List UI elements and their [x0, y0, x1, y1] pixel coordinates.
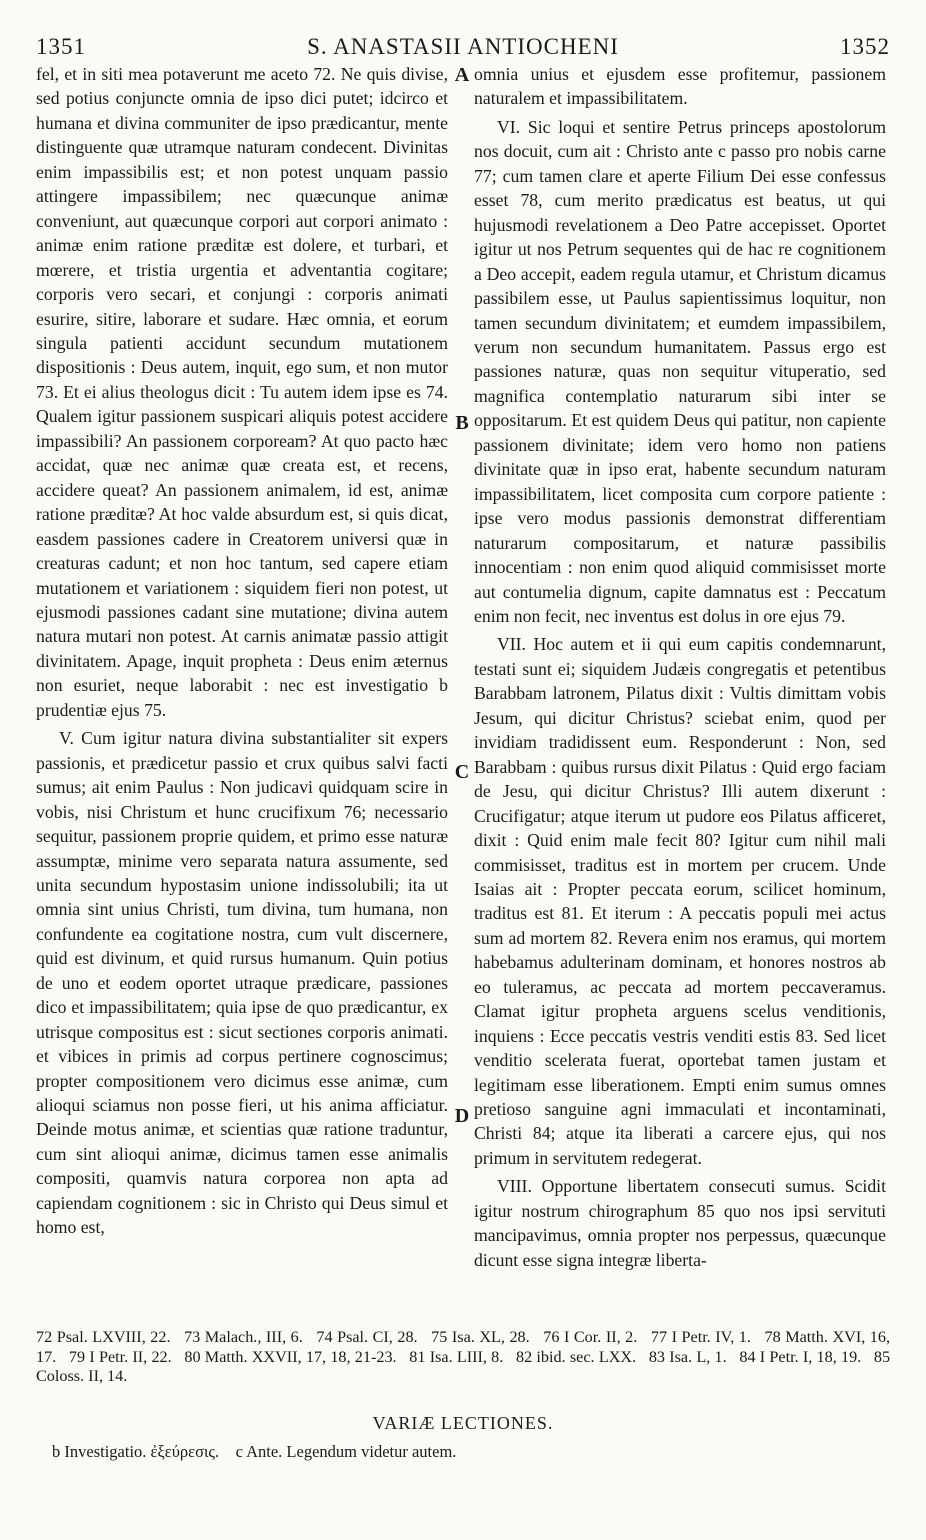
variae-lectiones-heading: VARIÆ LECTIONES.	[372, 1413, 554, 1433]
margin-marker-a: A	[454, 64, 470, 86]
margin-marker-d: D	[454, 1105, 470, 1127]
margin-marker-c: C	[454, 761, 470, 783]
page-number-right: 1352	[840, 34, 890, 59]
footnote: 79 I Petr. II, 22.	[68, 1347, 172, 1366]
footnote: 73 Malach., III, 6.	[184, 1328, 303, 1346]
right-paragraph-4: VIII. Opportune libertatem consecuti sumus. Scidit igitur nostrum chirographum 85 quo nos ipsi servituti mancipavimus, omnia propter nos perpessus, quæcunque dicunt esse signa integræ liberta-	[474, 1176, 886, 1270]
page-number-left: 1351	[36, 34, 86, 59]
margin-marker-b: B	[455, 412, 469, 434]
running-title: S. ANASTASII ANTIOCHENI	[307, 34, 619, 59]
footnote: 77 I Petr. IV, 1.	[650, 1328, 751, 1346]
variant-note-c: c Ante. Legendum videtur autem.	[235, 1442, 457, 1461]
footnote: 80 Matth. XXVII, 17, 18, 21-23.	[184, 1347, 397, 1366]
right-paragraph-3: VII. Hoc autem et ii qui eum capitis condemnarunt, testati sunt ei; siquidem Judæis congregatis et petentibus Barabbam latronem, Pilatus dixit : Vultis dimittam vobis Jesum, qui dicitur Christus? sciebat enim, quod per invidiam tradidissent eum. Responderunt : Non, sed Barabbam : quibus rursus dixit Pilatus : Quid ergo faciam de Jesu, qui dicitur Christus? Illi autem dixerunt : Crucifigatur; atque iterum ut pudore eos Pilatus afficeret, dixit : Quid enim male fecit 80? Igitur cum nihil mali commisisset, traditus est in mortem per crucem. Unde Isaias ait : Propter peccata eorum, scilicet hominum, traditus est 81. Et iterum : A peccatis populi mei actus sum ad mortem 82. Revera enim nos eramus, qui mortem habebamus adulterinam dominam, et honores nostros ab eo tuleramus, ac peccata ad mortem peccaveramus. Clamat igitur propheta arguens scelus venditionis, inquiens : Ecce peccatis vestris venditi estis 83. Sed licet venditio scelerata fuerat, oportebat tamen justam et legitimam esse liberationem. Empti enim sumus omnes pretioso sanguine agni immaculati et incontaminati, Christi 84; atque ita liberati a carcere ejus, qui nos primum in servitutem redegerat.	[474, 634, 886, 1168]
left-paragraph-1: fel, et in siti mea potaverunt me aceto 72. Ne quis divise, sed potius conjuncte omnia de ipso dici putet; idcirco et humana et divina communiter de ipso prædicantur, mente distinguente quæ utramque naturam condecent. Divinitas enim impassibilis est; et non potest unquam passio attingere impassibilem; nec quæcunque animæ conveniunt, aut quæcunque corpori aut corpori animato : animæ enim ratione præditæ est dolere, et turbari, et mœrere, et tristia urgentia et adventantia cogitare; corporis vero secari, et conjungi : corporis animati esurire, sitire, laborare et sudare. Hæc omnia, et eorum singula patienti accidunt secundum mutationem dispositionis : Deus autem, inquit, ego sum, et non mutor 73. Et ei alius theologus dicit : Tu autem idem ipse es 74. Qualem igitur passionem suspicari aliquis potest accidere impassibili? An passionem corpoream? At quo pacto hæc accidat, quæ nec animæ quæ creata est, et recens, accidere queat? An passionem animalem, id est, animæ ratione præditæ? At hoc valde absurdum est, si quis dicat, easdem passiones cadere in Creatorem universi quæ in creaturas cadunt; et non hoc tantum, sed capere etiam mutationem et variationem : siquidem fieri non potest, ut ejusmodi passiones cadant sine mutatione; divina autem natura mutari non potest. At carnis animatæ passio attigit divinitatem. Apage, inquit propheta : Deus enim æternus non esuriet, neque laborabit : nec est investigatio b prudentiæ ejus 75.	[36, 64, 448, 720]
footnote: 83 Isa. L, 1.	[648, 1347, 727, 1366]
footnote: 81 Isa. LIII, 8.	[409, 1347, 504, 1366]
footnote: 82 ibid. sec. LXX.	[516, 1347, 637, 1366]
footnote: 75 Isa. XL, 28.	[431, 1328, 530, 1346]
page-header	[0, 20, 926, 60]
footnote: 84 I Petr. I, 18, 19.	[739, 1347, 862, 1366]
footnote: 85 Coloss. II, 14.	[36, 1347, 891, 1385]
footnote: 74 Psal. CI, 28.	[316, 1328, 418, 1346]
right-paragraph-1: omnia unius et ejusdem esse profitemur, passionem naturalem et impassibilitatem.	[474, 64, 886, 109]
variae-lectiones-notes	[52, 1441, 892, 1463]
left-paragraph-2: V. Cum igitur natura divina substantialiter sit expers passionis, et prædicetur passio et crux quibus salvi facti sumus; ait enim Paulus : Non judicavi quidquam scire in vobis, nisi Christum et hunc crucifixum 76; necessario sequitur, passionem proprie quidem, et primo esse naturæ assumptæ, minime vero separata natura assumente, sed unita secundum hypostasim unione indissolubili; ita ut omnia sint unius Christi, tum divina, tum humana, non confundente ea cogitatione nostra, cum vult discernere, quid est divinum, et quid rursus humanum. Quin potius de uno et eodem oportet utraque prædicare, passiones dico et impassibilitatem; quia ipse de quo prædicantur, ex utrisque compositus est : sicut sectiones corporis animati. et vibices in primis ad corpus pertinere cognoscimus; propter compositionem vero dicimus esse animæ, cum alioqui sciamus non posse fieri, ut his anima afficiatur. Deinde motus animæ, et scientias quæ ratione traduntur, cum sint alioqui animæ, dicimus tamen esse animalis compositi, quamvis natura corporea non apta ad capiendam cognitionem : sic in Christo qui Deus simul et homo est,	[36, 728, 448, 1238]
footnote-list	[36, 1328, 890, 1387]
right-column	[474, 62, 886, 1272]
footnote: 72 Psal. LXVIII, 22.	[36, 1328, 171, 1346]
footnotes	[36, 1328, 890, 1387]
left-column	[36, 62, 448, 1240]
right-paragraph-2: VI. Sic loqui et sentire Petrus princeps apostolorum nos docuit, cum ait : Christo ante c passo pro nobis carne 77; cum tamen clare et aperte Filium Dei esse confessus esset 78, cum merito prædicatus est beatus, ut qui hujusmodi revelationem a Deo Patre accepisset. Oportet igitur ut nos Petrum sequentes qui de hac re cognitionem a Deo accepit, eadem regula utamur, et Christum dicamus passibilem esse, ut Paulus sapientissimus loquitur, non tamen secundum divinitatem; et eumdem impassibilem, verum non secundum humanitatem. Passus ergo est passiones naturæ, quas non sequitur vituperatio, sed magnifica contemplatio naturarum sibi inter se oppositarum. Et est quidem Deus qui patitur, non capiente passionem divinitate; idem vero homo non patiens divinitate quæ in ipso erat, habente secundum naturam impassibilitatem, licet composita cum corpore patiente : ipse vero modus passionis demonstrat differentiam naturarum compositarum, et naturæ passibilis innocentiam : non enim quod aliquid commisisset morte aut contumelia dignum, capite damnatus est : Peccatum enim non fecit, nec inventus est dolus in ore ejus 79.	[474, 116, 886, 626]
footnote: 78 Matth. XVI, 16, 17.	[36, 1328, 891, 1366]
footnote: 76 I Cor. II, 2.	[543, 1328, 638, 1346]
variant-note-b: b Investigatio. ἐξεύρεσις.	[52, 1442, 220, 1461]
